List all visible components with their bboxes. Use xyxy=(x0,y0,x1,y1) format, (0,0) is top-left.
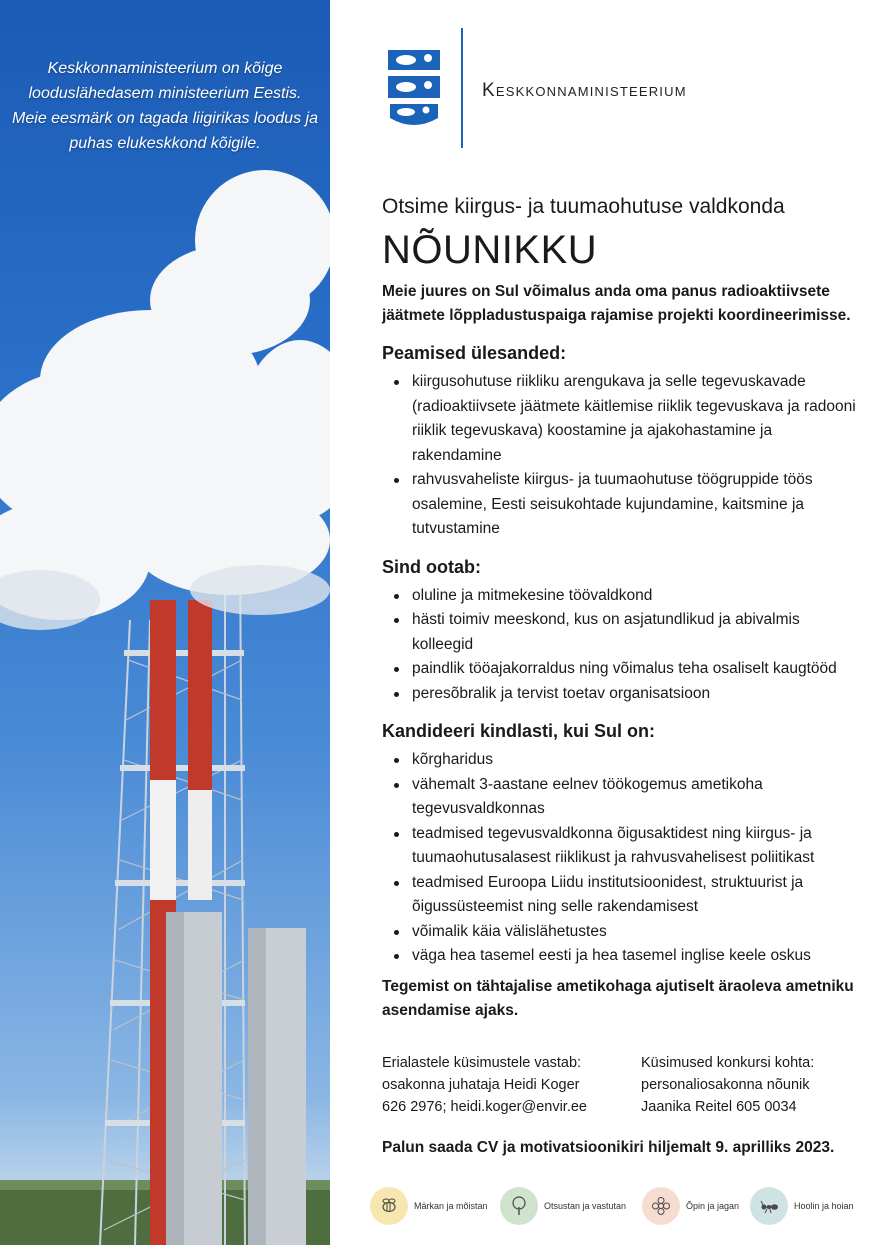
list-item: hästi toimiv meeskond, kus on asjatundlikud ja abivalmis kolleegid xyxy=(382,608,862,657)
list-item: võimalik käia välislähetustes xyxy=(382,920,862,945)
three-lions-coat-of-arms-icon xyxy=(384,46,444,130)
list-item: rahvusvaheliste kiirgus- ja tuumaohutuse töögruppide töös osalemine, Eesti seisukohtade kujundamine, kaitsmine ja tutvustamine xyxy=(382,468,862,542)
list-item: väga hea tasemel eesti ja hea tasemel inglise keele oskus xyxy=(382,944,862,969)
chimney-illustration xyxy=(0,0,330,1245)
contact-hr xyxy=(641,1052,814,1118)
requirements-list xyxy=(382,748,862,969)
list-item: vähemalt 3-aastane eelnev töökogemus ametikoha tegevusvaldkonnas xyxy=(382,773,862,822)
contact-person: osakonna juhataja Heidi Koger xyxy=(382,1077,580,1093)
value-badge xyxy=(750,1186,854,1226)
section-title-tasks: Peamised ülesanded: xyxy=(382,343,567,363)
flower-icon xyxy=(642,1187,680,1225)
value-badge xyxy=(500,1186,626,1226)
ministry-name: Keskkonnaministeerium xyxy=(482,80,687,101)
position-note: Tegemist on tähtajalise ametikohaga ajutiselt äraoleva ametniku asendamise ajaks. xyxy=(382,977,854,1019)
list-item: peresõbralik ja tervist toetav organisatsioon xyxy=(382,682,862,707)
ministry-tagline: Keskkonnaministeerium on kõige looduslähedasem ministeerium Eestis. Meie eesmärk on tagada liigirikas loodus ja puhas elukeskkond kõigile. xyxy=(12,60,318,152)
value-label: Märkan ja mõistan xyxy=(414,1201,488,1211)
list-item: teadmised Euroopa Liidu institutsioonidest, struktuurist ja õigussüsteemist ning selle rakendamisest xyxy=(382,871,862,920)
application-deadline: Palun saada CV ja motivatsioonikiri hiljemalt 9. aprilliks 2023. xyxy=(382,1139,835,1156)
offer-list xyxy=(382,584,862,707)
section-title-offer: Sind ootab: xyxy=(382,556,481,577)
section-title-requirements: Kandideeri kindlasti, kui Sul on: xyxy=(382,721,656,741)
contacts xyxy=(382,1052,862,1122)
list-item: paindlik tööajakorraldus ning võimalus teha osaliselt kaugtööd xyxy=(382,657,862,682)
posting-lead: Meie juures on Sul võimalus anda oma panus radioaktiivsete jäätmete lõppladustuspaiga rajamise projekti koordineerimisse. xyxy=(382,283,851,324)
value-label: Õpin ja jagan xyxy=(686,1201,740,1211)
posting-title: NÕUNIKKU xyxy=(382,228,598,272)
values-row xyxy=(370,1186,870,1226)
contact-specialist xyxy=(382,1052,587,1118)
contact-details: Jaanika Reitel 605 0034 xyxy=(641,1099,797,1115)
logo-divider xyxy=(461,28,463,148)
value-label: Otsustan ja vastutan xyxy=(544,1201,627,1211)
ministry-logo xyxy=(384,28,844,148)
value-label: Hoolin ja hoian xyxy=(794,1201,854,1211)
contact-heading: Küsimused konkursi kohta: xyxy=(641,1055,815,1071)
list-item: oluline ja mitmekesine töövaldkond xyxy=(382,584,862,609)
contact-person: personaliosakonna nõunik xyxy=(641,1077,810,1093)
posting-kicker: Otsime kiirgus- ja tuumaohutuse valdkonda xyxy=(382,195,785,218)
list-item: kõrgharidus xyxy=(382,748,862,773)
list-item: teadmised tegevusvaldkonna õigusaktidest ning kiirgus- ja tuumaohutusalasest riiklikust ja rahvusvahelisest poliitikast xyxy=(382,822,862,871)
list-item: kiirgusohutuse riikliku arengukava ja selle tegevuskavade (radioaktiivsete jäätmete käitlemise riiklik tegevuskava ja radooni riiklik tegevuskava) koostamine ja ajakohastamine ja rakendamine xyxy=(382,370,862,468)
value-badge xyxy=(642,1186,739,1226)
contact-details[interactable]: 626 2976; heidi.koger@envir.ee xyxy=(382,1099,587,1115)
job-posting xyxy=(382,192,862,1023)
contact-heading: Erialastele küsimustele vastab: xyxy=(382,1055,582,1071)
bee-icon xyxy=(370,1187,408,1225)
ant-icon xyxy=(750,1187,788,1225)
chimney-photo xyxy=(0,0,330,1245)
tree-icon xyxy=(500,1187,538,1225)
value-badge xyxy=(370,1186,488,1226)
tasks-list xyxy=(382,370,862,542)
